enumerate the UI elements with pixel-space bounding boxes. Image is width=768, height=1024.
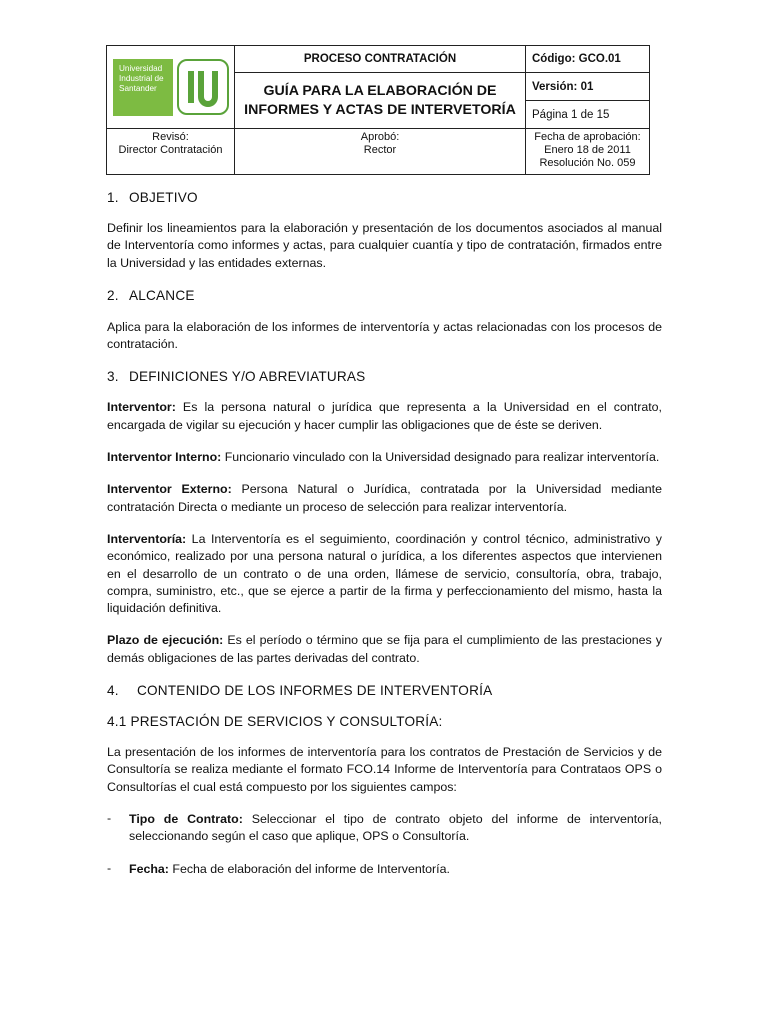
logo-cell [107,46,235,129]
section-heading-objetivo: 1. OBJETIVO [107,190,198,205]
reviewed-by: Director Contratación [118,144,223,156]
section-heading-alcance: 2. ALCANCE [107,287,195,303]
uis-logo-icon [177,59,229,115]
document-version: Versión: 01 [526,73,650,101]
process-title: PROCESO CONTRATACIÓN [235,46,526,73]
definition-interventor-externo: Interventor Externo: Persona Natural o Jurídica, contratada por la Universidad mediante contratación Directa o mediante un proceso de selección para realizar interventoría. [107,482,662,514]
prestacion-paragraph: La presentación de los informes de interventoría para los contratos de Prestación de Servicios y de Consultoría se realiza mediante el formato FCO.14 Informe de Interventoría para Contrataos OPS o Consultorías el cual está compuesto por los siguientes campos: [107,745,662,794]
definition-plazo-ejecucion: Plazo de ejecución: Es el período o término que se fija para el cumplimiento de las prestaciones y demás obligaciones de las partes derivadas del contrato. [107,633,662,665]
approved-label: Aprobó: [360,131,400,143]
list-dash: - [107,810,112,825]
list-dash: - [107,860,112,875]
definition-interventor: Interventor: Es la persona natural o jurídica que representa a la Universidad en el contrato, encargada de vigilar su ejecución y hacer cumplir las obligaciones que de éste se deriven. [107,400,662,432]
reviewed-cell [107,129,235,175]
list-item-tipo-contrato: - Tipo de Contrato: Seleccionar el tipo de contrato objeto del informe de interventoría, seleccionando según el caso que aplique, OPS o Consultoría. [107,811,662,846]
document-title: GUÍA PARA LA ELABORACIÓN DE INFORMES Y ACTAS DE INTERVETORÍA [235,73,526,129]
resolution-number: Resolución No. 059 [539,157,636,169]
objetivo-paragraph: Definir los lineamientos para la elaboración y presentación de los documentos asociados al manual de Interventoría como informes y actas, para cualquier cuantía y tipo de contratación, firmados entre la Universidad y las entidades externas. [107,221,662,270]
document-header-table [106,45,650,175]
list-item-fecha: - Fecha: Fecha de elaboración del informe de Interventoría. [107,861,662,878]
reviewed-label: Revisó: [152,131,189,143]
approved-by: Rector [363,144,397,156]
page-number: Página 1 de 15 [526,101,650,129]
document-code: Código: GCO.01 [526,46,650,73]
approval-date-label: Fecha de aprobación: [534,131,641,143]
approval-cell [526,129,650,175]
definition-interventoria: Interventoría: La Interventoría es el seguimiento, coordinación y control técnico, administrativo y económico, realizado por una persona natural o jurídica, a los diferentes aspectos que intervienen en el desarrollo de un contrato o de una orden, llámese de servicio, consultoría, obra, trabajo, compra, suministro, etc., que se ejerce a partir de la firma y perfeccionamiento del mismo, hasta la liquidación definitiva. [107,531,662,616]
subsection-heading-prestacion: 4.1 PRESTACIÓN DE SERVICIOS Y CONSULTORÍA: [107,714,443,730]
alcance-paragraph: Aplica para la elaboración de los informes de interventoría y actas relacionadas con los procesos de contratación. [107,319,662,352]
section-heading-definiciones: 3. DEFINICIONES Y/O ABREVIATURAS [107,369,366,385]
approval-date: Enero 18 de 2011 [544,144,631,156]
definition-interventor-interno: Interventor Interno: Funcionario vinculado con la Universidad designado para realizar interventoría. [107,450,660,465]
university-logo: Universidad Industrial de Santander [113,59,173,116]
section-heading-contenido: 4. CONTENIDO DE LOS INFORMES DE INTERVENTORÍA [107,683,493,699]
document-body [107,186,662,878]
approved-cell [235,129,526,175]
